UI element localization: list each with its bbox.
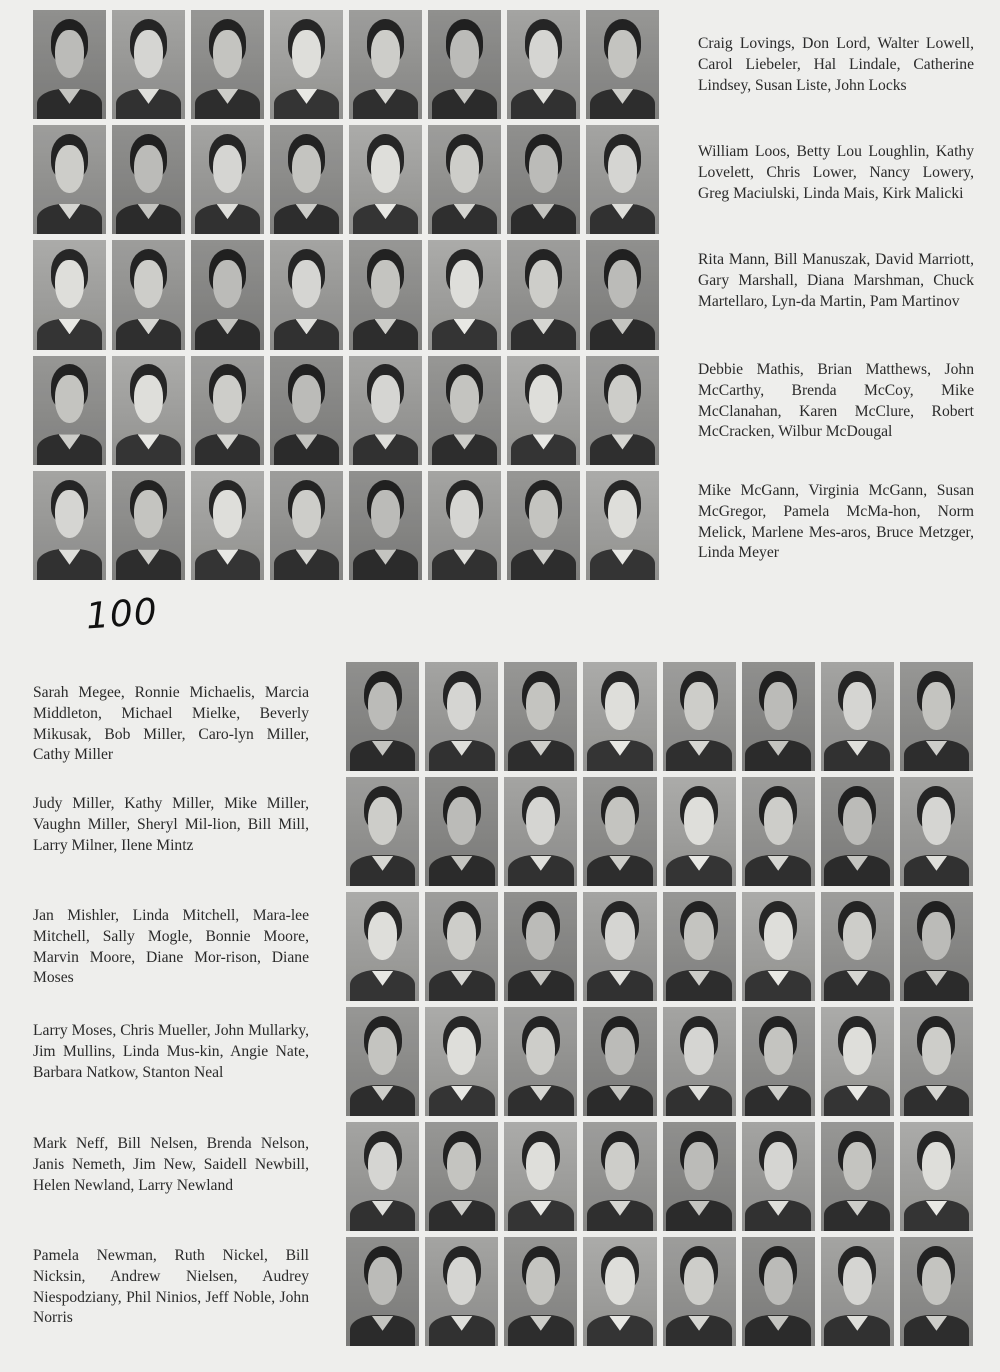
student-portrait [583,777,656,886]
student-portrait [425,1237,498,1346]
student-portrait [900,662,973,771]
student-portrait [663,1007,736,1116]
bottom-caption-row-2: Judy Miller, Kathy Miller, Mike Miller, Vaughn Miller, Sheryl Mil-lion, Bill Mill, Larry Milner, Ilene Mintz [33,795,309,854]
student-portrait [112,240,185,349]
student-portrait [821,1122,894,1231]
student-portrait [900,892,973,1001]
student-portrait [425,662,498,771]
student-portrait [583,892,656,1001]
student-portrait [504,1122,577,1231]
student-portrait [663,1237,736,1346]
student-portrait [821,1007,894,1116]
student-portrait [504,662,577,771]
student-portrait [504,892,577,1001]
top-photo-grid [33,10,659,580]
student-portrait [425,1007,498,1116]
student-portrait [586,125,659,234]
student-portrait [33,471,106,580]
student-portrait [346,777,419,886]
bottom-caption-row-5: Mark Neff, Bill Nelsen, Brenda Nelson, Janis Nemeth, Jim New, Saidell Newbill, Helen Newland, Larry Newland [33,1135,309,1194]
student-portrait [821,662,894,771]
student-portrait [507,10,580,119]
student-portrait [270,10,343,119]
student-portrait [900,1237,973,1346]
bottom-caption-row-3: Jan Mishler, Linda Mitchell, Mara-lee Mitchell, Sally Mogle, Bonnie Moore, Marvin Moore, Diane Mor-rison, Diane Moses [33,907,309,987]
student-portrait [346,1007,419,1116]
student-portrait [33,356,106,465]
student-portrait [742,662,815,771]
student-portrait [742,1237,815,1346]
student-portrait [663,777,736,886]
student-portrait [191,10,264,119]
student-portrait [586,356,659,465]
student-portrait [428,240,501,349]
student-portrait [507,240,580,349]
handwritten-page-number: 100 [84,591,160,638]
student-portrait [112,471,185,580]
student-portrait [349,356,422,465]
student-portrait [346,1122,419,1231]
student-portrait [586,240,659,349]
student-portrait [349,240,422,349]
top-caption-row-3: Rita Mann, Bill Manuszak, David Marriott, Gary Marshall, Diana Marshman, Chuck Martellaro, Lyn-da Martin, Pam Martinov [698,251,974,310]
student-portrait [191,125,264,234]
student-portrait [349,471,422,580]
student-portrait [821,777,894,886]
bottom-caption-row-4: Larry Moses, Chris Mueller, John Mullarky, Jim Mullins, Linda Mus-kin, Angie Nate, Barbara Natkow, Stanton Neal [33,1022,309,1081]
student-portrait [428,356,501,465]
student-portrait [112,125,185,234]
student-portrait [425,1122,498,1231]
student-portrait [270,471,343,580]
student-portrait [428,471,501,580]
student-portrait [33,125,106,234]
student-portrait [349,10,422,119]
bottom-caption-row-1: Sarah Megee, Ronnie Michaelis, Marcia Middleton, Michael Mielke, Beverly Mikusak, Bob Miller, Caro-lyn Miller, Cathy Miller [33,684,309,764]
student-portrait [821,892,894,1001]
student-portrait [428,125,501,234]
student-portrait [428,10,501,119]
student-portrait [349,125,422,234]
student-portrait [900,777,973,886]
student-portrait [742,777,815,886]
student-portrait [112,356,185,465]
student-portrait [504,1007,577,1116]
student-portrait [346,892,419,1001]
student-portrait [346,662,419,771]
student-portrait [425,892,498,1001]
student-portrait [504,777,577,886]
bottom-caption-row-6: Pamela Newman, Ruth Nickel, Bill Nicksin, Andrew Nielsen, Audrey Niespodziany, Phil Ninios, Jeff Noble, John Norris [33,1247,309,1327]
student-portrait [586,471,659,580]
student-portrait [900,1122,973,1231]
student-portrait [504,1237,577,1346]
student-portrait [112,10,185,119]
student-portrait [33,10,106,119]
top-caption-row-5: Mike McGann, Virginia McGann, Susan McGregor, Pamela McMa-hon, Norm Melick, Marlene Mes-aros, Bruce Metzger, Linda Meyer [698,482,974,562]
student-portrait [583,1007,656,1116]
bottom-photo-grid [346,662,973,1346]
student-portrait [270,125,343,234]
student-portrait [663,1122,736,1231]
student-portrait [33,240,106,349]
student-portrait [583,662,656,771]
student-portrait [742,892,815,1001]
student-portrait [191,471,264,580]
top-caption-row-2: William Loos, Betty Lou Loughlin, Kathy Lovelett, Chris Lower, Nancy Lowery, Greg Maciulski, Linda Mais, Kirk Malicki [698,143,974,202]
student-portrait [663,892,736,1001]
student-portrait [586,10,659,119]
student-portrait [507,125,580,234]
student-portrait [900,1007,973,1116]
student-portrait [742,1122,815,1231]
student-portrait [507,471,580,580]
student-portrait [425,777,498,886]
student-portrait [583,1237,656,1346]
student-portrait [346,1237,419,1346]
student-portrait [270,240,343,349]
top-caption-row-1: Craig Lovings, Don Lord, Walter Lowell, Carol Liebeler, Hal Lindale, Catherine Lindsey, Susan Liste, John Locks [698,35,974,94]
student-portrait [191,356,264,465]
student-portrait [191,240,264,349]
student-portrait [507,356,580,465]
student-portrait [270,356,343,465]
student-portrait [583,1122,656,1231]
student-portrait [663,662,736,771]
top-caption-row-4: Debbie Mathis, Brian Matthews, John McCarthy, Brenda McCoy, Mike McClanahan, Karen McClure, Robert McCracken, Wilbur McDougal [698,361,974,441]
student-portrait [742,1007,815,1116]
student-portrait [821,1237,894,1346]
